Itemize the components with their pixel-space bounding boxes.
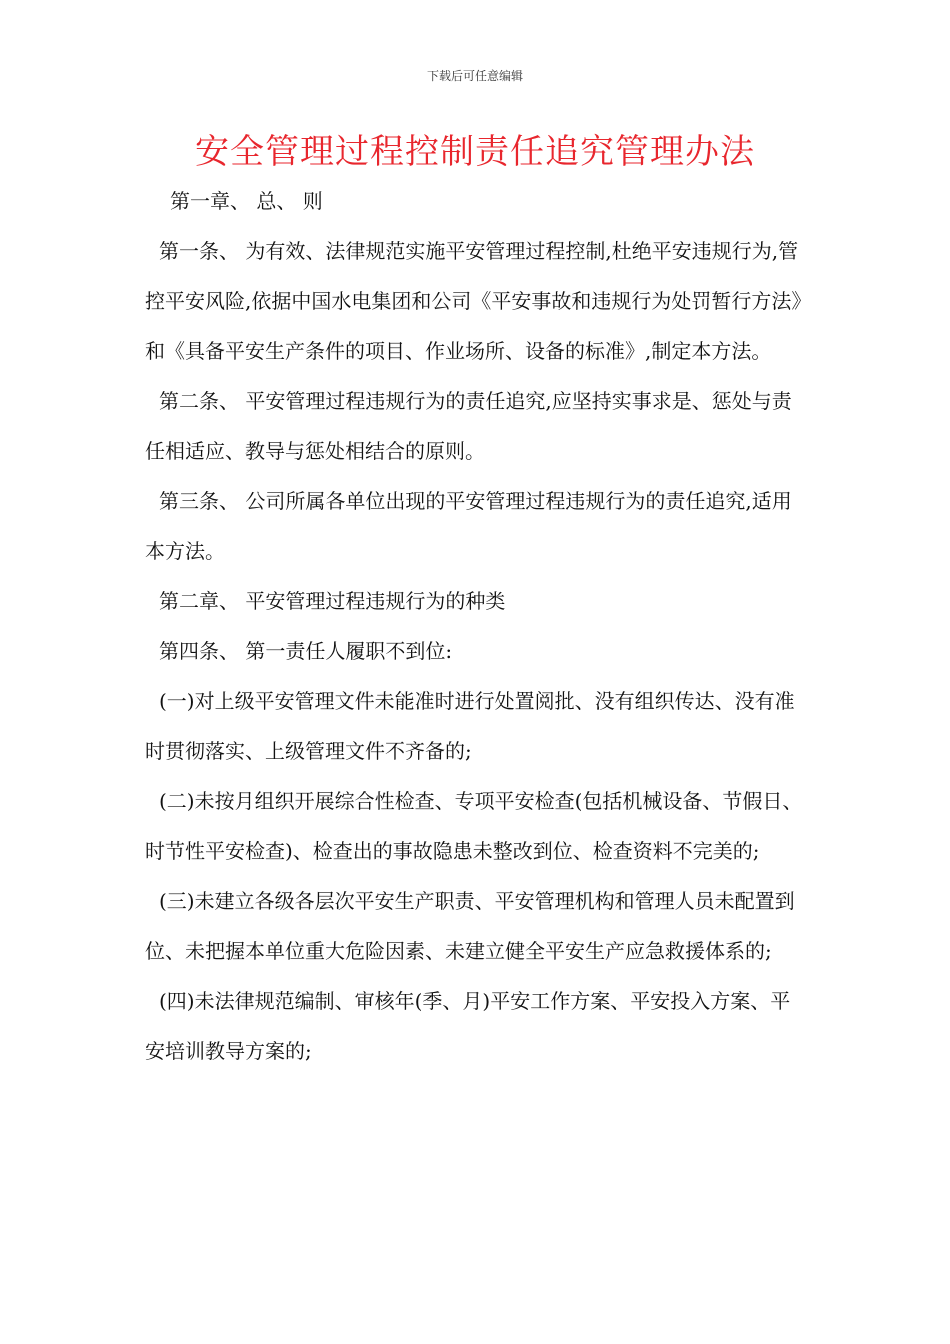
document-body [145, 182, 810, 1076]
article-paragraph: 第三条、 公司所属各单位出现的平安管理过程违规行为的责任追究,适用本方法。 [145, 489, 792, 563]
article-paragraph: 第二条、 平安管理过程违规行为的责任追究,应坚持实事求是、惩处与责任相适应、教导与惩处相结合的原则。 [145, 389, 792, 463]
list-item: (四)未法律规范编制、审核年(季、月)平安工作方案、平安投入方案、平安培训教导方案的; [145, 989, 791, 1063]
document-title: 安全管理过程控制责任追究管理办法 [195, 132, 755, 172]
list-item: (三)未建立各级各层次平安生产职责、平安管理机构和管理人员未配置到位、未把握本单位重大危险因素、未建立健全平安生产应急救援体系的; [145, 889, 795, 963]
page-header: 下载后可任意编辑 [426, 69, 523, 83]
list-item: (二)未按月组织开展综合性检查、专项平安检查(包括机械设备、节假日、时节性平安检查)、检查出的事故隐患未整改到位、检查资料不完美的; [145, 789, 803, 863]
list-item: (一)对上级平安管理文件未能准时进行处置阅批、没有组织传达、没有准时贯彻落实、上级管理文件不齐备的; [145, 689, 795, 763]
chapter-heading: 第一章、 总、 则 [170, 189, 323, 213]
article-paragraph: 第四条、 第一责任人履职不到位: [159, 639, 453, 663]
article-paragraph: 第一条、 为有效、法律规范实施平安管理过程控制,杜绝平安违规行为,管控平安风险,依据中国水电集团和公司《平安事故和违规行为处罚暂行方法》和《具备平安生产条件的项目、作业场所、设备的标准》,制定本方法。 [145, 239, 802, 363]
chapter-heading: 第二章、 平安管理过程违规行为的种类 [159, 589, 506, 613]
